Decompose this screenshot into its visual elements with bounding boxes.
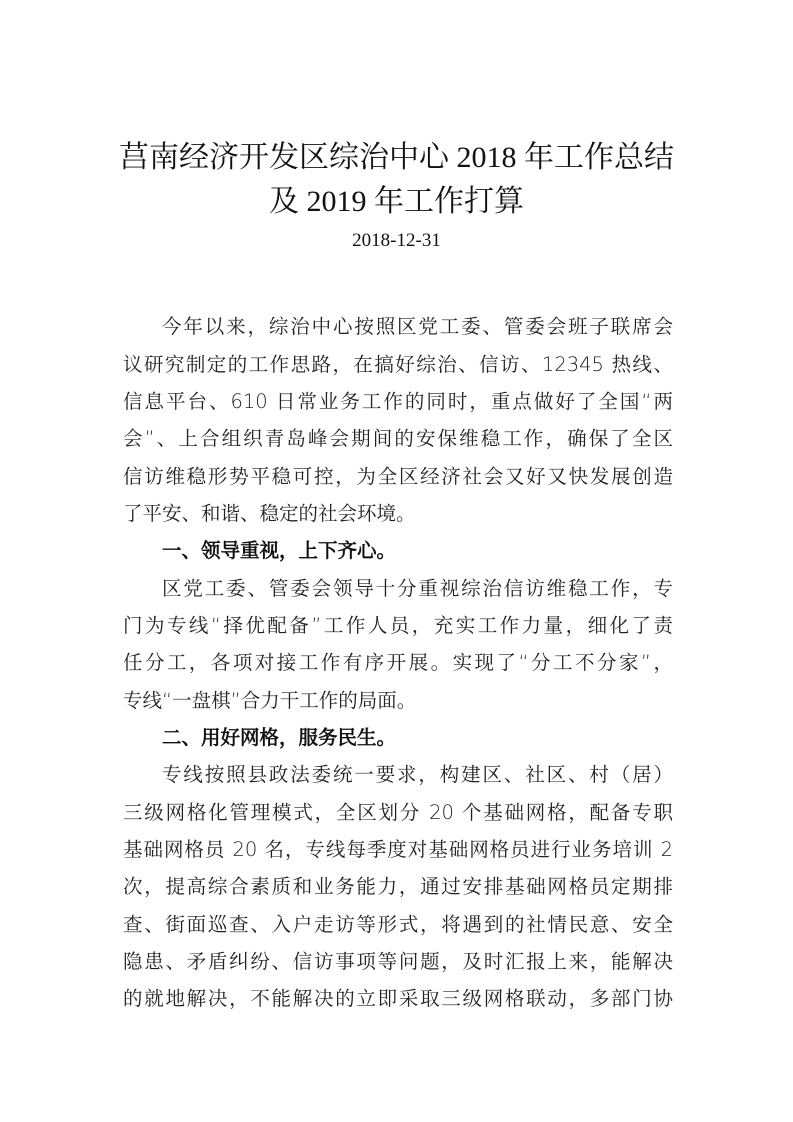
paragraph-line: 次，提高综合素质和业务能力，通过安排基础网格员定期排 <box>123 875 673 898</box>
paragraph-line: 专线“一盘棋”合力干工作的局面。 <box>123 689 417 712</box>
paragraph-line: 任分工，各项对接工作有序开展。实现了“分工不分家”， <box>123 651 673 674</box>
paragraph-line: 基础网格员 20 名，专线每季度对基础网格员进行业务培训 2 <box>123 838 673 861</box>
paragraph-line: 会”、上合组织青岛峰会期间的安保维稳工作，确保了全区 <box>123 427 673 450</box>
paragraph-line: 查、街面巡查、入户走访等形式，将遇到的社情民意、安全 <box>123 913 673 936</box>
paragraph-line: 了平安、和谐、稳定的社会环境。 <box>123 502 416 525</box>
paragraph-line: 区党工委、管委会领导十分重视综治信访维稳工作，专 <box>162 577 673 600</box>
paragraph-line: 的就地解决，不能解决的立即采取三级网格联动，多部门协 <box>123 987 673 1010</box>
paragraph-line: 信访维稳形势平稳可控，为全区经济社会又好又快发展创造 <box>123 465 673 488</box>
document-date: 2018-12-31 <box>352 230 441 251</box>
paragraph-line: 三级网格化管理模式，全区划分 20 个基础网格，配备专职 <box>123 801 673 824</box>
paragraph-line: 议研究制定的工作思路，在搞好综治、信访、12345 热线、 <box>123 353 673 376</box>
document-title-line-1: 莒南经济开发区综治中心 2018 年工作总结 <box>119 141 674 174</box>
paragraph-line: 信息平台、610 日常业务工作的同时，重点做好了全国“两 <box>123 390 673 413</box>
paragraph-line: 今年以来，综治中心按照区党工委、管委会班子联席会 <box>162 315 673 338</box>
paragraph-line: 门为专线“择优配备”工作人员，充实工作力量，细化了责 <box>123 614 673 637</box>
section-heading-2: 二、用好网格，服务民生。 <box>162 726 397 749</box>
paragraph-line: 专线按照县政法委统一要求，构建区、社区、村（居） <box>162 763 673 786</box>
paragraph-line: 隐患、矛盾纠纷、信访事项等问题，及时汇报上来，能解决 <box>123 950 673 973</box>
section-heading-1: 一、领导重视，上下齐心。 <box>162 539 397 562</box>
document-title-line-2: 及 2019 年工作打算 <box>269 185 524 218</box>
